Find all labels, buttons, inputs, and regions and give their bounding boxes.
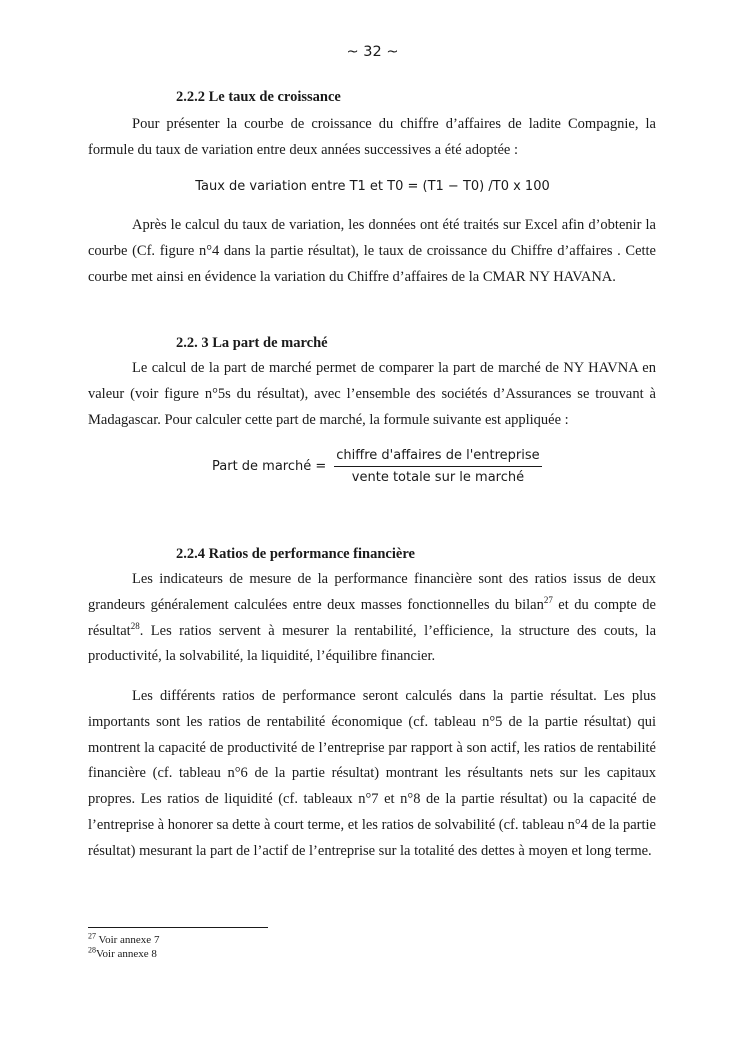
formula-variation-rate: Taux de variation entre T1 et T0 = (T1 − T0) /T0 x 100: [195, 179, 550, 194]
paragraph-ratios-detail: Les différents ratios de performance seront calculés dans la partie résultat. Les plus importants sont les ratios de rentabilité économique (cf. tableau n°5 de la partie résultat) qui montrent la capacité de productivité de l’entreprise par rapport à son actif, les ratios de rentabilité financière (cf. tableau n°6 de la partie résultat) montrant les résultants nets sur les capitaux propres. Les ratios de liquidité (cf. tableaux n°7 et n°8 de la partie résultat) ou la capacité de l’entreprise à honorer sa dette à court terme, et les ratios de solvabilité (cf. tableau n°4 de la partie résultat) mesurant la part de l’actif de l’entreprise sur la totalité des dettes à moyen et long terme.: [88, 688, 656, 859]
section-heading-growth-rate: 2.2.2 Le taux de croissance: [176, 89, 341, 105]
paragraph-market-share-intro: Le calcul de la part de marché permet de comparer la part de marché de NY HAVNA en valeur (voir figure n°5s du résultat), avec l’ensemble des sociétés d’Assurances se trouvant à Madagascar. Pour calculer cette part de marché, la formule suivante est appliquée :: [88, 360, 656, 428]
formula-fraction: [334, 448, 541, 485]
paragraph-growth-after: Après le calcul du taux de variation, les données ont été traités sur Excel afin d’obtenir la courbe (Cf. figure n°4 dans la partie résultat), le taux de croissance du Chiffre d’affaires . Cette courbe met ainsi en évidence la variation du Chiffre d’affaires de la CMAR NY HAVANA.: [88, 217, 656, 285]
footnote-separator: [88, 927, 268, 928]
formula-market-share: [212, 448, 542, 485]
footnote-27: $^{27}$ Voir annexe 7: [88, 931, 160, 946]
section-heading-market-share: 2.2. 3 La part de marché: [176, 335, 328, 351]
formula-lhs: Part de marché =: [212, 459, 327, 474]
paragraph-growth-intro: Pour présenter la courbe de croissance du chiffre d’affaires de ladite Compagnie, la formule du taux de variation entre deux années successives a été adoptée :: [88, 116, 656, 158]
formula-numerator: chiffre d'affaires de l'entreprise: [334, 448, 541, 467]
formula-denominator: vente totale sur le marché: [351, 470, 525, 485]
footnote-28: $^{28}$Voir annexe 8: [88, 945, 157, 960]
footnote-ref-28: 28: [130, 620, 140, 631]
footnote-ref-27: 27: [543, 594, 553, 605]
section-heading-financial-ratios: 2.2.4 Ratios de performance financière: [176, 546, 415, 562]
paragraph-ratios-intro: Les indicateurs de mesure de la performance financière sont des ratios issus de deux grandeurs généralement calculées entre deux masses fonctionnelles du bilan$^{27}$ et du compte de résultat$^{28}$. Les ratios servent à mesurer la rentabilité, l’efficience, la structure des couts, la productivité, la solvabilité, la liquidité, l’équilibre financier.: [88, 571, 656, 665]
page-number: ~ 32 ~: [346, 44, 399, 60]
